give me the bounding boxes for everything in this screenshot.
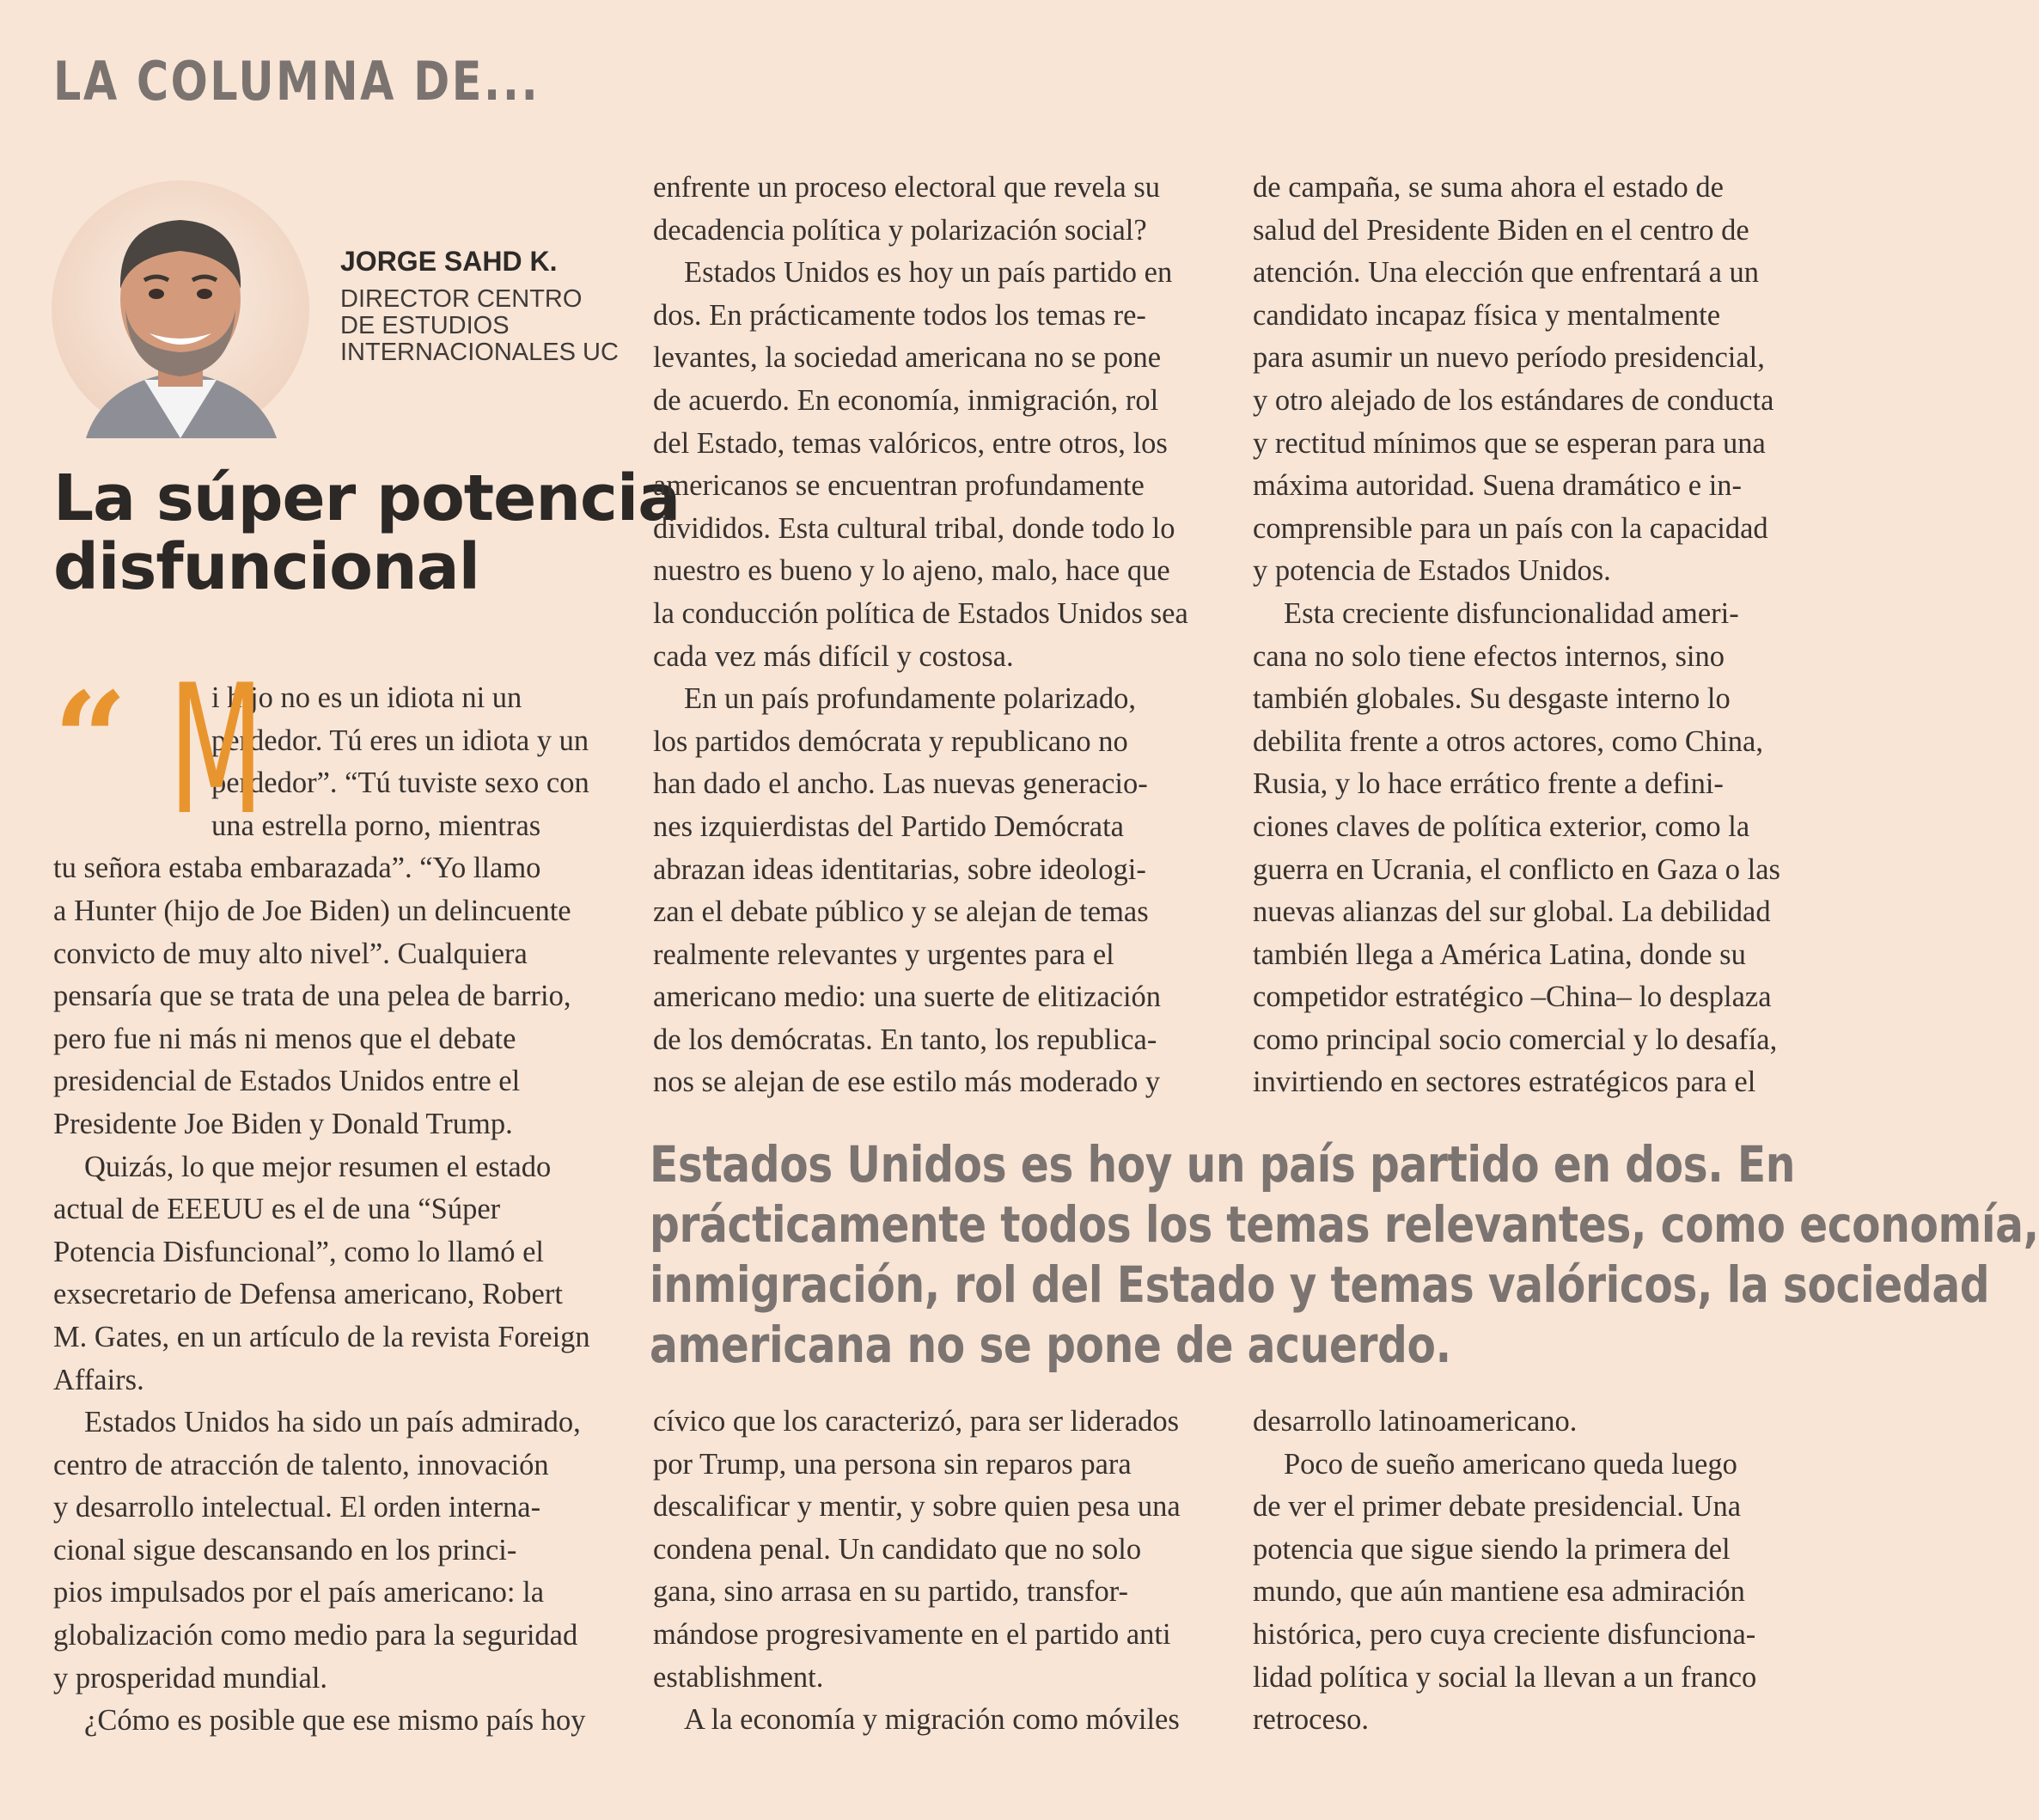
text-line: y potencia de Estados Unidos.: [1253, 554, 1611, 588]
text-line: también globales. Su desgaste interno lo: [1253, 682, 1731, 716]
text-line: pios impulsados por el país americano: la: [53, 1576, 545, 1609]
text-line: desarrollo latinoamericano.: [1253, 1405, 1578, 1438]
text-line: exsecretario de Defensa americano, Robert: [53, 1278, 563, 1311]
pull-quote-line: prácticamente todos los temas relevantes, como economía,: [650, 1195, 2039, 1254]
headline-line: La súper potencia: [53, 461, 681, 535]
text-line: de ver el primer debate presidencial. Una: [1253, 1490, 1742, 1524]
text-line: centro de atracción de talento, innovación: [53, 1448, 549, 1481]
paragraph: [653, 678, 1237, 1104]
text-line: lidad política y social la llevan a un franco: [1253, 1660, 1757, 1694]
paragraph: [1253, 1401, 1837, 1444]
text-line: M. Gates, en un artículo de la revista Foreign: [53, 1320, 590, 1353]
text-line: levantes, la sociedad americana no se pone: [653, 341, 1162, 375]
text-line: y otro alejado de los estándares de conducta: [1253, 383, 1774, 417]
text-line: y desarrollo intelectual. El orden interna-: [53, 1491, 541, 1524]
text-line: enfrente un proceso electoral que revela su: [653, 171, 1161, 204]
column-3-top: [1253, 167, 1837, 1104]
text-line: Affairs.: [53, 1363, 144, 1396]
text-line: americano medio: una suerte de elitización: [653, 980, 1162, 1014]
paragraph: [1253, 1444, 1837, 1742]
text-line: cional sigue descansando en los princi-: [53, 1533, 517, 1567]
text-line: zan el debate público y se alejan de temas: [653, 895, 1149, 929]
text-line: nuevas alianzas del sur global. La debilidad: [1253, 895, 1771, 929]
section-kicker: LA COLUMNA DE...: [53, 50, 540, 113]
text-line: abrazan ideas identitarias, sobre ideologi-: [653, 852, 1146, 886]
text-line: candidato incapaz física y mentalmente: [1253, 298, 1721, 332]
text-line: pensaría que se trata de una pelea de barrio,: [53, 980, 571, 1013]
text-line: i hijo no es un idiota ni un: [211, 681, 522, 714]
paragraph: [653, 1401, 1237, 1699]
author-info: [340, 246, 619, 366]
author-role-line: DIRECTOR CENTRO: [340, 285, 583, 313]
text-line: decadencia política y polarización social?: [653, 213, 1147, 247]
text-line: En un país profundamente polarizado,: [684, 682, 1136, 716]
lead-paragraph: [53, 647, 638, 1146]
text-line: nos se alejan de ese estilo más moderado y: [653, 1066, 1161, 1099]
text-line: nuestro es bueno y lo ajeno, malo, hace que: [653, 554, 1170, 588]
text-line: descalificar y mentir, y sobre quien pesa una: [653, 1490, 1181, 1524]
text-line: Quizás, lo que mejor resumen el estado: [84, 1150, 552, 1183]
text-line: globalización como medio para la seguridad: [53, 1619, 578, 1652]
text-line: Esta creciente disfuncionalidad ameri-: [1284, 596, 1739, 630]
text-line: máxima autoridad. Suena dramático e in-: [1253, 469, 1743, 503]
text-line: y rectitud mínimos que se esperan para una: [1253, 426, 1766, 460]
pull-quote-line: Estados Unidos es hoy un país partido en dos. En: [650, 1135, 1796, 1194]
text-line: como principal socio comercial y lo desafía,: [1253, 1023, 1778, 1056]
column-2-top: [653, 167, 1237, 1104]
author-role-line: DE ESTUDIOS: [340, 312, 510, 339]
author-role-line: INTERNACIONALES UC: [340, 339, 619, 366]
text-line: cana no solo tiene efectos internos, sino: [1253, 639, 1725, 673]
text-line: los partidos demócrata y republicano no: [653, 724, 1128, 758]
text-line: cada vez más difícil y costosa.: [653, 639, 1014, 673]
text-line: histórica, pero cuya creciente disfunciona-: [1253, 1617, 1756, 1651]
text-line: Estados Unidos es hoy un país partido en: [684, 256, 1173, 290]
paragraph: [1253, 593, 1837, 1104]
text-line: perdedor. Tú eres un idiota y un: [211, 724, 589, 757]
text-line: mundo, que aún mantiene esa admiración: [1253, 1575, 1745, 1609]
opening-quote-mark: “: [53, 664, 128, 815]
column-2-bottom: [653, 1401, 1237, 1742]
text-line: Potencia Disfuncional”, como lo llamó el: [53, 1235, 545, 1268]
text-line: y prosperidad mundial.: [53, 1661, 328, 1695]
text-line: presidencial de Estados Unidos entre el: [53, 1065, 521, 1098]
text-line: retroceso.: [1253, 1703, 1370, 1737]
text-line: han dado el ancho. Las nuevas generacio-: [653, 767, 1148, 801]
text-line: también llega a América Latina, donde su: [1253, 937, 1746, 971]
text-line: de campaña, se suma ahora el estado de: [1253, 171, 1724, 204]
paragraph: [1253, 167, 1837, 593]
text-line: A la economía y migración como móviles: [684, 1703, 1180, 1737]
text-line: salud del Presidente Biden en el centro de: [1253, 213, 1749, 247]
text-line: a Hunter (hijo de Joe Biden) un delincuente: [53, 894, 571, 927]
author-portrait-icon: [52, 180, 309, 438]
text-line: atención. Una elección que enfrentará a un: [1253, 256, 1760, 290]
text-line: americanos se encuentran profundamente: [653, 469, 1145, 503]
paragraph: [653, 1699, 1237, 1742]
text-line: la conducción política de Estados Unidos sea: [653, 596, 1188, 630]
text-line: comprensible para un país con la capacidad: [1253, 511, 1768, 545]
author-name: JORGE SAHD K.: [340, 246, 558, 277]
text-line: perdedor”. “Tú tuviste sexo con: [211, 766, 589, 800]
author-role: [340, 286, 619, 366]
text-line: dos. En prácticamente todos los temas re-: [653, 298, 1146, 332]
text-line: potencia que sigue siendo la primera del: [1253, 1532, 1731, 1566]
column-1: [53, 647, 638, 1743]
headline-line: disfuncional: [53, 530, 479, 604]
pull-quote-line: inmigración, rol del Estado y temas valóricos, la sociedad: [650, 1255, 1990, 1314]
article-headline: [53, 461, 681, 604]
text-line: guerra en Ucrania, el conflicto en Gaza o las: [1253, 852, 1780, 886]
text-line: realmente relevantes y urgentes para el: [653, 937, 1114, 971]
paragraph: [53, 1700, 638, 1743]
text-line: ciones claves de política exterior, como la: [1253, 809, 1750, 843]
text-line: gana, sino arrasa en su partido, transfor-: [653, 1575, 1129, 1609]
pull-quote-line: americana no se pone de acuerdo.: [650, 1316, 1451, 1374]
text-line: cívico que los caracterizó, para ser liderados: [653, 1405, 1180, 1438]
text-line: Rusia, y lo hace errático frente a defini-: [1253, 767, 1724, 801]
text-line: convicto de muy alto nivel”. Cualquiera: [53, 937, 528, 970]
text-line: mándose progresivamente en el partido anti: [653, 1617, 1171, 1651]
text-line: debilita frente a otros actores, como China,: [1253, 724, 1763, 758]
text-line: para asumir un nuevo período presidencial,: [1253, 341, 1765, 375]
text-line: competidor estratégico –China– lo desplaza: [1253, 980, 1772, 1014]
pull-quote: [650, 1134, 2039, 1375]
drop-cap-letter: M: [168, 647, 265, 855]
text-line: por Trump, una persona sin reparos para: [653, 1447, 1132, 1481]
text-line: del Estado, temas valóricos, entre otros, los: [653, 426, 1168, 460]
text-line: de acuerdo. En economía, inmigración, rol: [653, 383, 1159, 417]
lead-continuation: [53, 847, 638, 1145]
paragraph: [53, 1146, 638, 1402]
text-line: Estados Unidos ha sido un país admirado,: [84, 1406, 581, 1439]
column-3-bottom: [1253, 1401, 1837, 1742]
paragraph: [653, 167, 1237, 252]
text-line: invirtiendo en sectores estratégicos para el: [1253, 1066, 1756, 1099]
text-line: nes izquierdistas del Partido Demócrata: [653, 809, 1124, 843]
text-line: una estrella porno, mientras: [211, 809, 541, 842]
text-line: pero fue ni más ni menos que el debate: [53, 1022, 516, 1055]
text-line: tu señora estaba embarazada”. “Yo llamo: [53, 852, 541, 885]
text-line: Poco de sueño americano queda luego: [1284, 1447, 1737, 1481]
text-line: condena penal. Un candidato que no solo: [653, 1532, 1142, 1566]
paragraph: [53, 1402, 638, 1700]
text-line: Presidente Joe Biden y Donald Trump.: [53, 1107, 513, 1140]
lead-lines: [53, 664, 638, 847]
paragraph: [653, 252, 1237, 678]
text-line: ¿Cómo es posible que ese mismo país hoy: [84, 1704, 586, 1738]
text-line: de los demócratas. En tanto, los republica-: [653, 1023, 1157, 1056]
text-line: establishment.: [653, 1660, 824, 1694]
author-portrait: [52, 180, 309, 438]
text-line: divididos. Esta cultural tribal, donde todo lo: [653, 511, 1175, 545]
text-line: actual de EEEUU es el de una “Súper: [53, 1193, 501, 1226]
